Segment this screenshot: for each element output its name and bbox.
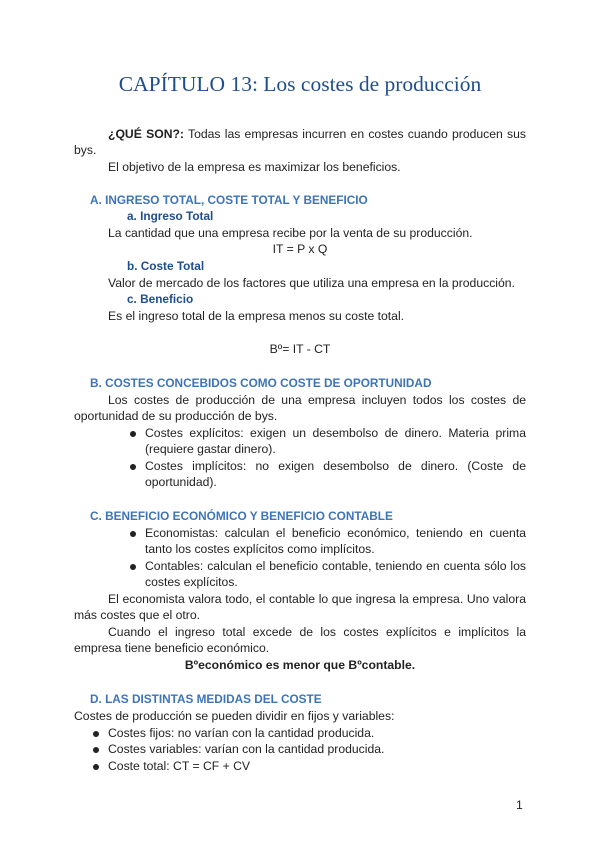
formula-it: IT = P x Q [272,242,328,256]
section-d-bullet-1: Costes fijos: no varían con la cantidad producida. [108,726,375,740]
section-b-heading: B. COSTES CONCEBIDOS COMO COSTE DE OPORTUNIDAD [90,376,432,390]
intro-label: ¿QUÉ SON?: [108,127,184,141]
section-a-item-a-text: La cantidad que una empresa recibe por la venta de su producción. [108,226,473,240]
section-c-paragraph-2-line-1: Cuando el ingreso total excede de los costes explícitos e implícitos la [108,625,526,639]
section-c-bullet-2-line-2: costes explícitos. [145,575,238,589]
bullet-icon [130,431,136,437]
section-b-bullet-2-line-2: oportunidad). [145,475,217,489]
section-d-bullet-2: Costes variables: varían con la cantidad producida. [108,742,385,756]
page-number: 1 [516,798,523,812]
intro-line-3: El objetivo de la empresa es maximizar los beneficios. [108,160,401,174]
bullet-icon [93,731,99,737]
section-b-paragraph-line-2: oportunidad de su producción de bys. [74,409,278,423]
page-title: CAPÍTULO 13: Los costes de producción [118,72,482,96]
section-d-bullet-3: Coste total: CT = CF + CV [108,759,251,773]
bullet-icon [93,747,99,753]
formula-beneficio: Bº= IT - CT [269,342,331,356]
section-c-bullet-2-line-1: Contables: calculan el beneficio contable, teniendo en cuenta sólo los [145,559,526,573]
bullet-icon [130,564,136,570]
section-d-heading: D. LAS DISTINTAS MEDIDAS DEL COSTE [90,692,322,706]
section-a-heading: A. INGRESO TOTAL, COSTE TOTAL Y BENEFICIO [90,193,368,207]
section-c-heading: C. BENEFICIO ECONÓMICO Y BENEFICIO CONTABLE [90,509,393,523]
intro-line-1 [108,126,526,143]
section-a-item-b-label: b. Coste Total [127,259,205,273]
section-c-paragraph-2-line-2: empresa tiene beneficio económico. [74,641,270,655]
section-b-bullet-1-line-2: (requiere gastar dinero). [145,442,276,456]
section-b-paragraph-line-1: Los costes de producción de una empresa incluyen todos los costes de [108,393,526,407]
section-a-item-a-label: a. Ingreso Total [127,209,214,223]
section-a-item-c-text: Es el ingreso total de la empresa menos su coste total. [108,309,405,323]
section-c-paragraph-1-line-2: más costes que el otro. [74,608,200,622]
section-a-item-b-text: Valor de mercado de los factores que utiliza una empresa en la producción. [108,276,515,290]
section-a-item-c-label: c. Beneficio [127,292,194,306]
section-c-bullet-1-line-1: Economistas: calculan el beneficio económico, teniendo en cuenta [145,526,526,540]
section-d-intro: Costes de producción se pueden dividir en fijos y variables: [74,709,395,723]
section-b-bullet-2-line-1: Costes implícitos: no exigen desembolso de dinero. (Coste de [145,459,526,473]
section-c-paragraph-1-line-1: El economista valora todo, el contable lo que ingresa la empresa. Uno valora [108,592,526,606]
bullet-icon [93,764,99,770]
intro-line-1-text: Todas las empresas incurren en costes cuando producen sus [184,127,526,141]
bullet-icon [130,531,136,537]
section-c-bullet-1-line-2: tanto los costes explícitos como implícitos. [145,542,375,556]
section-b-bullet-1-line-1: Costes explícitos: exigen un desembolso de dinero. Materia prima [145,426,526,440]
section-c-bold-conclusion: Bºeconómico es menor que Bºcontable. [184,658,416,672]
bullet-icon [130,464,136,470]
intro-line-2: bys. [74,143,97,157]
